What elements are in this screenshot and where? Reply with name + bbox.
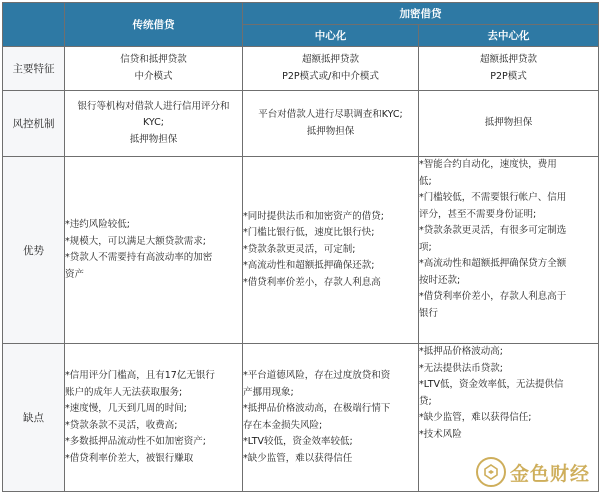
text-line: 平台对借款人进行尽职调查和KYC; — [258, 109, 403, 120]
header-decentralized: 去中心化 — [419, 25, 599, 47]
comparison-table — [2, 2, 599, 492]
text-line: *贷款条款更灵活，可定制; — [243, 243, 356, 255]
text-line: *LTV较低，资金效率较低; — [243, 436, 353, 447]
header-crypto: 加密借贷 — [243, 3, 599, 25]
cell-features-centralized — [243, 47, 419, 91]
text-line: *门槛较低，不需要银行帐户、信用 — [419, 192, 567, 203]
text-line: *门槛比银行低，速度比银行快; — [243, 227, 375, 239]
golden-finance-logo-icon — [476, 457, 506, 487]
watermark-text: 金色财经 — [509, 462, 590, 485]
text-line: 贷; — [419, 395, 432, 407]
text-line: *多数抵押品流动性不如加密资产; — [65, 436, 206, 447]
text-line: 账户的成年人无法获取服务; — [65, 386, 183, 398]
text-line: KYC; — [142, 117, 164, 129]
text-line: *同时提供法币和加密资产的借贷; — [243, 210, 384, 222]
text-line: *借贷利率价差小，存款人利息高 — [243, 276, 381, 288]
text-line: *抵押品价格波动高，在极端行情下 — [243, 403, 391, 414]
text-line: *缺少监管，难以获得信任 — [243, 452, 353, 464]
header-centralized: 中心化 — [243, 25, 419, 47]
cell-risk-decentralized — [419, 91, 599, 157]
cell-features-decentralized — [419, 47, 599, 91]
corner-cell — [3, 3, 65, 47]
row-label-features: 主要特征 — [3, 47, 65, 91]
row-label-risk: 风控机制 — [3, 91, 65, 157]
text-line: *无法提供法币贷款; — [419, 362, 503, 374]
text-line: 超额抵押贷款 — [301, 54, 359, 65]
text-line: 抵押物担保 — [484, 117, 533, 129]
row-risk — [3, 91, 599, 157]
cell-disadvantages-traditional — [65, 344, 243, 492]
watermark — [476, 457, 590, 487]
text-line: 信贷和抵押贷款 — [120, 54, 187, 65]
text-line: P2P模式或/和中介模式 — [282, 70, 379, 82]
text-line: *信用评分门槛高，且有17亿无银行 — [65, 370, 215, 381]
text-line: *速度慢，几天到几周的时间; — [65, 403, 187, 414]
cell-advantages-centralized — [243, 157, 419, 344]
cell-advantages-traditional — [65, 157, 243, 344]
text-line: *高流动性和超额抵押确保贷方全额 — [419, 258, 567, 269]
text-line: 银行等机构对借款人进行信用评分和 — [77, 100, 230, 112]
text-line: *智能合约自动化，速度快，费用 — [419, 159, 557, 170]
text-line: 中介模式 — [134, 70, 173, 82]
text-line: 评分，甚至不需要身份证明; — [419, 208, 537, 220]
text-line: *借贷利率价差大，被银行赚取 — [65, 452, 194, 464]
row-label-disadvantages: 缺点 — [3, 344, 65, 492]
row-label-advantages: 优势 — [3, 157, 65, 344]
text-line: *抵押品价格波动高; — [419, 346, 503, 357]
text-line: *技术风险 — [419, 428, 462, 440]
cell-advantages-decentralized — [419, 157, 599, 344]
text-line: *贷款人不需要持有高波动率的加密 — [65, 252, 213, 263]
text-line: 按时还款; — [419, 274, 461, 286]
row-features — [3, 47, 599, 91]
cell-risk-traditional — [65, 91, 243, 157]
text-line: *缺少监管，难以获得信任; — [419, 412, 532, 423]
header-row-top — [3, 3, 599, 25]
text-line: *高流动性和超额抵押确保还款; — [243, 260, 375, 272]
text-line: 存在本金损失风险; — [243, 419, 323, 431]
text-line: 抵押物担保 — [306, 125, 355, 137]
text-line: 项; — [419, 241, 432, 253]
text-line: 低; — [419, 175, 432, 187]
text-line: *贷款条款更灵活，有很多可定制选 — [419, 225, 567, 236]
cell-risk-centralized — [243, 91, 419, 157]
text-line: P2P模式 — [490, 70, 527, 82]
text-line: 超额抵押贷款 — [479, 54, 537, 65]
row-advantages — [3, 157, 599, 344]
text-line: 抵押物担保 — [129, 133, 178, 145]
cell-features-traditional — [65, 47, 243, 91]
text-line: *平台道德风险，存在过度放贷和资 — [243, 370, 391, 381]
text-line: 银行 — [419, 307, 439, 319]
text-line: 产挪用现象; — [243, 386, 294, 398]
text-line: *规模大，可以满足大额贷款需求; — [65, 235, 206, 247]
text-line: 资产 — [65, 268, 85, 280]
text-line: *贷款条款不灵活，收费高; — [65, 419, 178, 431]
text-line: *LTV低，资金效率低，无法提供信 — [419, 379, 564, 390]
header-traditional: 传统借贷 — [65, 3, 243, 47]
text-line: *违约风险较低; — [65, 219, 130, 230]
cell-disadvantages-centralized — [243, 344, 419, 492]
text-line: *借贷利率价差小，存款人利息高于 — [419, 291, 567, 302]
